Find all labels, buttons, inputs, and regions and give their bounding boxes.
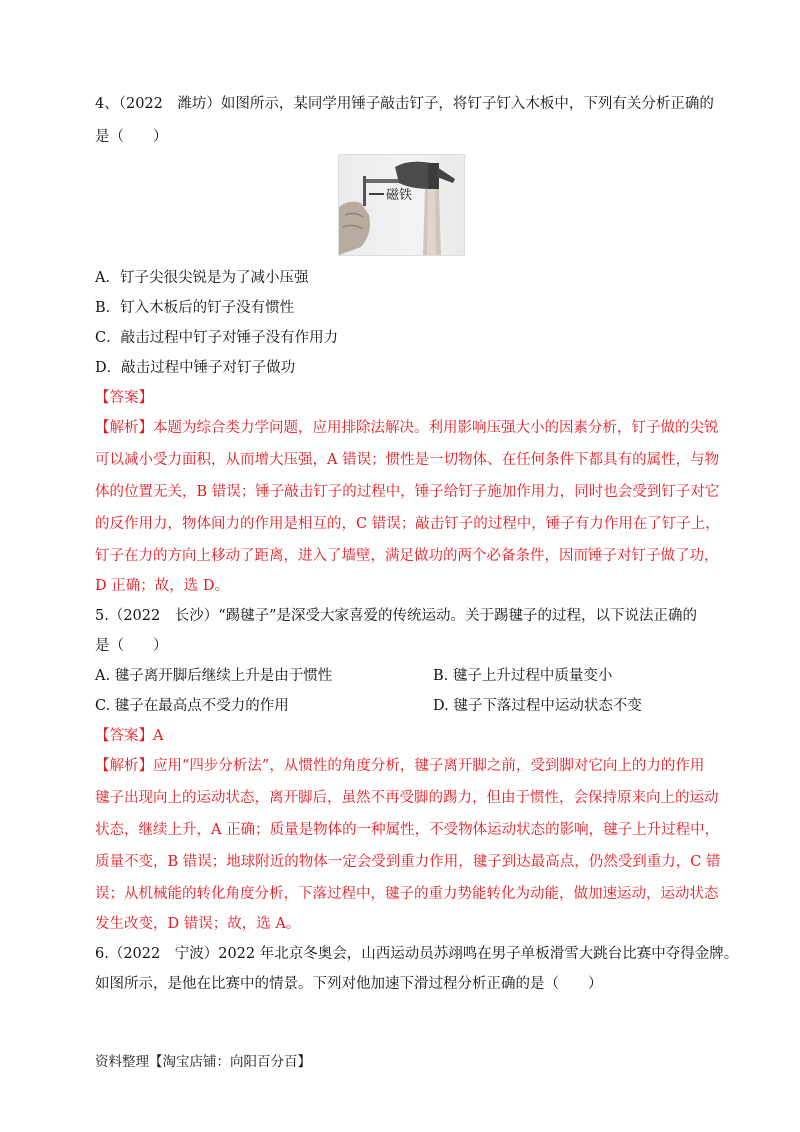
figure-label: 磁铁 bbox=[386, 188, 413, 203]
q5-option-d: D. 毽子下落过程中运动状态不变 bbox=[433, 698, 642, 714]
q5-option-a: A. 毽子离开脚后继续上升是由于惯性 bbox=[95, 668, 333, 684]
q5-analysis-line-2: 毽子出现向上的运动状态，离开脚后，虽然不再受脚的踢力，但由于惯性，会保持原来向上的运动 bbox=[95, 790, 719, 806]
q5-analysis-line-5: 误；从机械能的转化角度分析，下落过程中，毽子的重力势能转化为动能，做加速运动，运动状态 bbox=[95, 886, 719, 902]
q4-stem-line-2: 是（ ） bbox=[95, 129, 168, 145]
hand-shape bbox=[339, 202, 370, 255]
q6-stem-line-2: 如图所示，是他在比赛中的情景。下列对他加速下滑过程分析正确的是（ ） bbox=[95, 976, 603, 992]
q6-stem-line-1: 6.（2022 宁波）2022 年北京冬奥会，山西运动员苏翊鸣在男子单板滑雪大跳台比赛中夺得金牌。 bbox=[95, 946, 739, 962]
q4-analysis-line-6: D 正确；故，选 D。 bbox=[95, 578, 229, 594]
q5-answer: 【答案】A bbox=[95, 728, 164, 744]
q5-stem-line-2: 是（ ） bbox=[95, 638, 168, 654]
q4-analysis-line-5: 钉子在力的方向上移动了距离，进入了墙壁，满足做功的两个必备条件，因而锤子对钉子做了功， bbox=[95, 548, 719, 564]
nail-shape bbox=[363, 176, 366, 206]
hammer-nail-illustration bbox=[339, 155, 464, 255]
q5-analysis-line-1: 【解析】应用“四步分析法”，从惯性的角度分析，毽子离开脚之前，受到脚对它向上的力的作用 bbox=[95, 758, 705, 774]
q5-stem-line-1: 5.（2022 长沙）“踢毽子”是深受大家喜爱的传统运动。关于踢毽子的过程，以下说法正确的 bbox=[95, 608, 698, 624]
q5-option-c: C. 毽子在最高点不受力的作用 bbox=[95, 698, 289, 714]
q4-stem-line-1: 4、（2022 潍坊）如图所示，某同学用锤子敲击钉子，将钉子钉入木板中，下列有关分析正确的 bbox=[95, 96, 714, 112]
q4-option-c: C．敲击过程中钉子对锤子没有作用力 bbox=[95, 330, 339, 346]
q5-analysis-line-4: 质量不变，B 错误；地球附近的物体一定会受到重力作用，毽子到达最高点，仍然受到重力，C 错 bbox=[95, 854, 721, 870]
q4-option-b: B．钉入木板后的钉子没有惯性 bbox=[95, 300, 295, 316]
q4-analysis-line-2: 可以减小受力面积，从而增大压强，A 错误；惯性是一切物体、在任何条件下都具有的属性，与物 bbox=[95, 452, 720, 468]
hammer-nail-figure bbox=[338, 154, 465, 256]
q4-analysis-line-3: 体的位置无关，B 错误；锤子敲击钉子的过程中，锤子给钉子施加作用力，同时也会受到钉子对它 bbox=[95, 484, 720, 500]
footer-source: 资料整理【淘宝店铺：向阳百分百】 bbox=[95, 1054, 311, 1070]
q4-answer: 【答案】 bbox=[95, 390, 153, 406]
q4-option-d: D．敲击过程中锤子对钉子做功 bbox=[95, 360, 296, 376]
q5-option-b: B. 毽子上升过程中质量变小 bbox=[433, 668, 613, 684]
q4-analysis-line-1: 【解析】本题为综合类力学问题，应用排除法解决。利用影响压强大小的因素分析，钉子做的尖锐 bbox=[95, 420, 719, 436]
q5-analysis-line-3: 状态，继续上升，A 正确；质量是物体的一种属性，不受物体运动状态的影响，毽子上升过程中， bbox=[95, 822, 720, 838]
q5-analysis-line-6: 发生改变，D 错误；故，选 A。 bbox=[95, 916, 301, 932]
q4-option-a: A．钉子尖很尖锐是为了减小压强 bbox=[95, 270, 309, 286]
q4-analysis-line-4: 的反作用力，物体间力的作用是相互的，C 错误；敲击钉子的过程中，锤子有力作用在了钉子上， bbox=[95, 516, 720, 532]
